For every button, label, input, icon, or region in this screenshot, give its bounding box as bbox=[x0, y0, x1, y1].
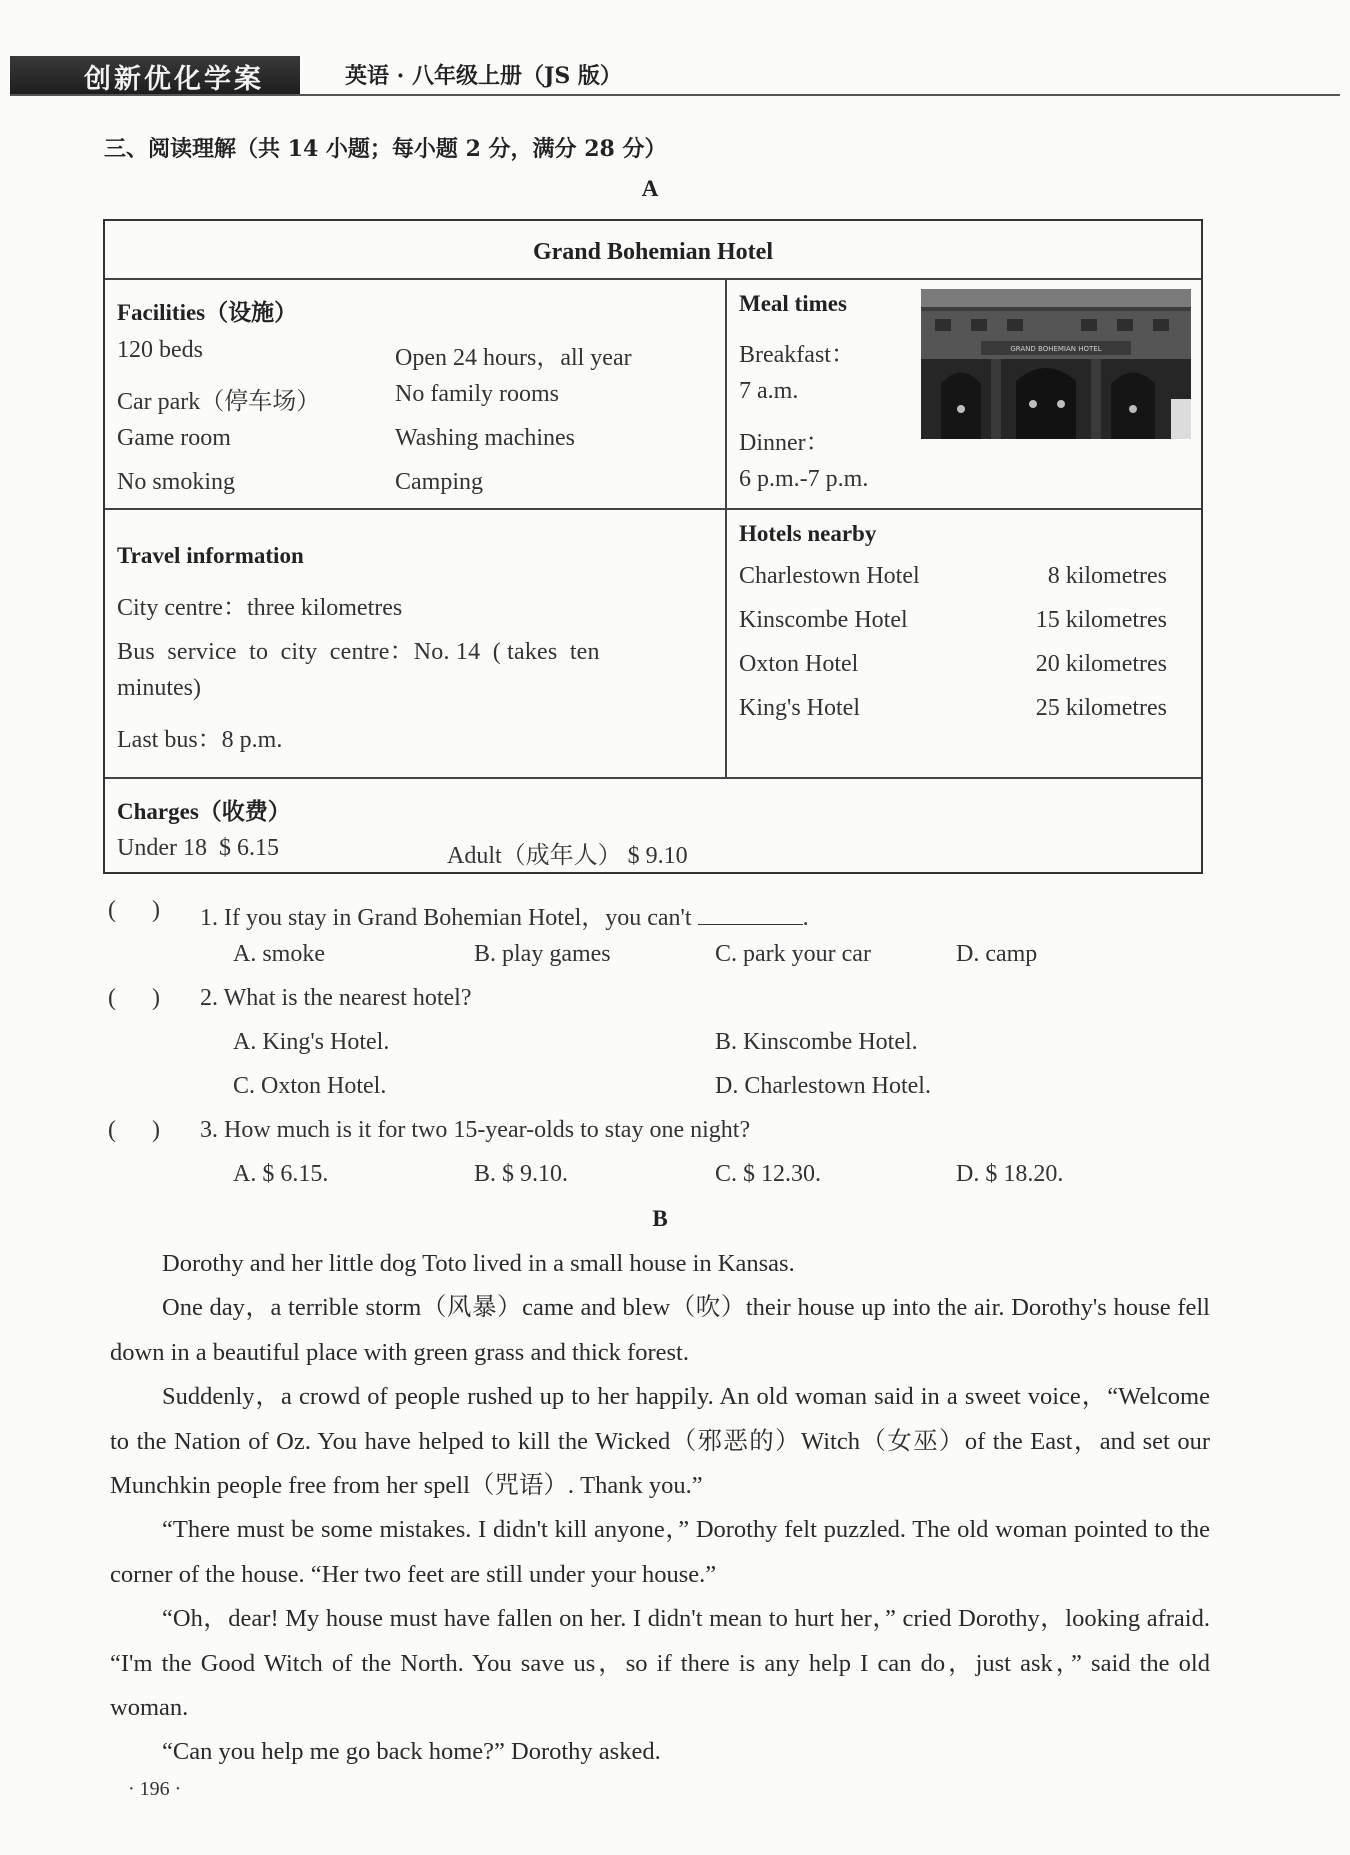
nearby-hotel-name: Charlestown Hotel bbox=[739, 563, 920, 589]
option: A. King's Hotel. bbox=[233, 1029, 390, 1055]
paragraph-text: Dorothy and her little dog Toto lived in a small house in Kansas. bbox=[162, 1250, 795, 1277]
option: A. smoke bbox=[233, 941, 325, 967]
facility-item: Car park（停车场） bbox=[117, 389, 321, 415]
facility-item: Open 24 hours，all year bbox=[395, 345, 632, 371]
nearby-hotel-distance: 20 kilometres bbox=[1035, 651, 1167, 677]
passage-paragraph bbox=[110, 1286, 1210, 1375]
nearby-hotel-name: Oxton Hotel bbox=[739, 651, 859, 677]
facilities-heading: Facilities（设施） bbox=[117, 300, 298, 325]
meal-time-line: 6 p.m.-7 p.m. bbox=[739, 466, 869, 492]
book-title: 英语 · 八年级上册（JS 版） bbox=[345, 62, 622, 89]
meal-time-line: Breakfast： bbox=[739, 342, 855, 368]
meal-time-line: Dinner： bbox=[739, 430, 830, 456]
brand-title: 创新优化学案 bbox=[84, 63, 264, 95]
hotel-building-image bbox=[921, 289, 1191, 439]
option: B. Kinscombe Hotel. bbox=[715, 1029, 918, 1055]
answer-blank bbox=[698, 904, 803, 925]
paragraph-text: “Oh，dear! My house must have fallen on her. I didn't mean to hurt her，” cried Dorothy，looking afraid. “I'm the Good Witch of the North. You save us，so if there is any help I can do，just ask，” said the old woman. bbox=[110, 1605, 1210, 1721]
option: C. Oxton Hotel. bbox=[233, 1073, 387, 1099]
meal-time-line: 7 a.m. bbox=[739, 378, 799, 404]
option: C. park your car bbox=[715, 941, 871, 967]
passage-paragraph bbox=[110, 1508, 1210, 1597]
option: B. $ 9.10. bbox=[474, 1161, 569, 1187]
paragraph-text: “Can you help me go back home?” Dorothy asked. bbox=[162, 1738, 661, 1765]
charge-adult: Adult（成年人） $ 9.10 bbox=[447, 843, 688, 869]
travel-heading: Travel information bbox=[117, 543, 304, 568]
charges-heading: Charges（收费） bbox=[117, 799, 291, 824]
passage-paragraph bbox=[110, 1242, 1210, 1287]
section-title: 三、阅读理解（共 14 小题；每小题 2 分，满分 28 分） bbox=[104, 136, 667, 162]
table-rule bbox=[105, 777, 1201, 779]
table-divider bbox=[725, 278, 727, 777]
option: A. $ 6.15. bbox=[233, 1161, 329, 1187]
travel-line: Bus service to city centre：No. 14 ( takes ten bbox=[117, 639, 600, 665]
facility-item: Game room bbox=[117, 425, 231, 451]
table-rule bbox=[105, 508, 1201, 510]
part-a-label: A bbox=[641, 176, 659, 201]
answer-paren: ( ) bbox=[108, 985, 160, 1011]
option: B. play games bbox=[474, 941, 611, 967]
nearby-hotel-distance: 25 kilometres bbox=[1035, 695, 1167, 721]
paragraph-text: Suddenly，a crowd of people rushed up to her happily. An old woman said in a sweet voice，“Welcome to the Nation of Oz. You have helped to kill the Wicked（邪恶的）Witch（女巫）of the East，and set our Munchkin people free from her spell（咒语）. Thank you.” bbox=[110, 1383, 1210, 1499]
travel-line: City centre：three kilometres bbox=[117, 595, 403, 621]
hotel-photo bbox=[921, 289, 1191, 439]
table-title: Grand Bohemian Hotel bbox=[532, 239, 773, 265]
hotel-table bbox=[103, 219, 1203, 874]
paragraph-text: “There must be some mistakes. I didn't kill anyone，” Dorothy felt puzzled. The old woman pointed to the corner of the house. “Her two feet are still under your house.” bbox=[110, 1516, 1210, 1588]
question-2: 2. What is the nearest hotel? bbox=[200, 985, 472, 1011]
facility-item: No family rooms bbox=[395, 381, 559, 407]
paragraph-text: One day，a terrible storm（风暴）came and blew（吹）their house up into the air. Dorothy's house fell down in a beautiful place with green grass and thick forest. bbox=[110, 1294, 1210, 1366]
answer-paren: ( ) bbox=[108, 897, 160, 923]
passage-paragraph bbox=[110, 1375, 1210, 1509]
brand-banner bbox=[10, 56, 300, 96]
facility-item: Washing machines bbox=[395, 425, 576, 451]
nearby-hotel-distance: 8 kilometres bbox=[1047, 563, 1167, 589]
facility-item: Camping bbox=[395, 469, 483, 495]
nearby-heading: Hotels nearby bbox=[739, 521, 877, 546]
travel-line: minutes) bbox=[117, 675, 201, 701]
option: C. $ 12.30. bbox=[715, 1161, 822, 1187]
facility-item: No smoking bbox=[117, 469, 236, 495]
table-rule bbox=[105, 278, 1201, 280]
question-stem-end: . bbox=[802, 905, 809, 931]
travel-line: Last bus：8 p.m. bbox=[117, 727, 283, 753]
facility-item: 120 beds bbox=[117, 337, 203, 363]
answer-paren: ( ) bbox=[108, 1117, 160, 1143]
part-b-label: B bbox=[652, 1206, 668, 1231]
option: D. camp bbox=[956, 941, 1038, 967]
header-rule bbox=[10, 94, 1340, 96]
passage-paragraph bbox=[110, 1597, 1210, 1731]
question-3: 3. How much is it for two 15-year-olds to stay one night? bbox=[200, 1117, 751, 1143]
nearby-hotel-name: King's Hotel bbox=[739, 695, 860, 721]
question-1 bbox=[200, 897, 809, 932]
nearby-hotel-name: Kinscombe Hotel bbox=[739, 607, 908, 633]
page-number: · 196 · bbox=[128, 1778, 182, 1800]
passage-paragraph bbox=[110, 1730, 1210, 1775]
charge-under-18: Under 18 $ 6.15 bbox=[117, 835, 279, 861]
meal-times-heading: Meal times bbox=[739, 291, 847, 316]
hotel-sign-text: GRAND BOHEMIAN HOTEL bbox=[1010, 345, 1102, 353]
option: D. $ 18.20. bbox=[956, 1161, 1064, 1187]
option: D. Charlestown Hotel. bbox=[715, 1073, 931, 1099]
nearby-hotel-distance: 15 kilometres bbox=[1035, 607, 1167, 633]
question-stem: 1. If you stay in Grand Bohemian Hotel，you can't bbox=[200, 905, 692, 931]
